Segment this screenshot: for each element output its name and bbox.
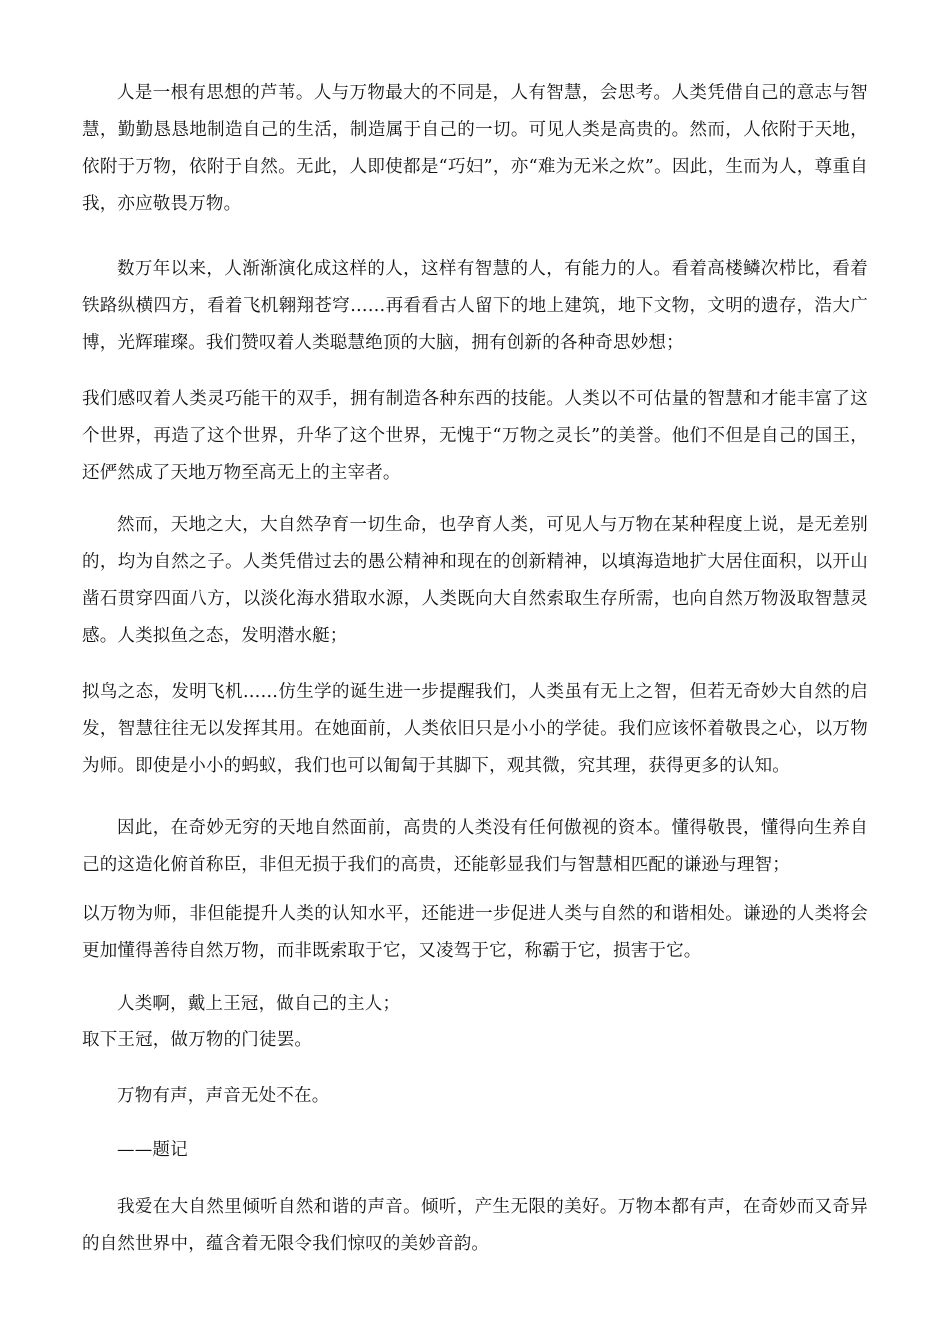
paragraph-4: 然而，天地之大，大自然孕育一切生命，也孕育人类，可见人与万物在某种程度上说，是无差别的，均为自然之子。人类凭借过去的愚公精神和现在的创新精神，以填海造地扩大居住面积，以开山凿石贯穿四面八方，以淡化海水猎取水源，人类既向大自然索取生存所需，也向自然万物汲取智慧灵感。人类拟鱼之态，发明潜水艇； — [82, 515, 868, 646]
paragraph-9: 取下王冠，做万物的门徒罢。 — [82, 1030, 313, 1050]
epigraph-attribution: ——题记 — [117, 1140, 188, 1160]
paragraph-11: 我爱在大自然里倾听自然和谐的声音。倾听，产生无限的美好。万物本都有声，在奇妙而又奇异的自然世界中，蕴含着无限令我们惊叹的美妙音韵。 — [82, 1197, 868, 1254]
paragraph-8: 人类啊，戴上王冠，做自己的主人； — [117, 994, 401, 1014]
paragraph-10: 万物有声，声音无处不在。 — [117, 1086, 330, 1106]
paragraph-7: 以万物为师，非但能提升人类的认知水平，还能进一步促进人类与自然的和谐相处。谦逊的人类将会更加懂得善待自然万物，而非既索取于它，又凌驾于它，称霸于它，损害于它。 — [82, 904, 868, 961]
paragraph-5: 拟鸟之态，发明飞机……仿生学的诞生进一步提醒我们，人类虽有无上之智，但若无奇妙大自然的启发，智慧往往无以发挥其用。在她面前，人类依旧只是小小的学徒。我们应该怀着敬畏之心，以万物为师。即使是小小的蚂蚁，我们也可以匍匐于其脚下，观其微，究其理，获得更多的认知。 — [82, 682, 868, 776]
paragraph-6: 因此，在奇妙无穷的天地自然面前，高贵的人类没有任何傲视的资本。懂得敬畏，懂得向生养自己的这造化俯首称臣，非但无损于我们的高贵，还能彰显我们与智慧相匹配的谦逊与理智； — [82, 818, 868, 875]
paragraph-3: 我们感叹着人类灵巧能干的双手，拥有制造各种东西的技能。人类以不可估量的智慧和才能丰富了这个世界，再造了这个世界，升华了这个世界，无愧于“万物之灵长”的美誉。他们不但是自己的国王，还俨然成了天地万物至高无上的主宰者。 — [82, 389, 868, 483]
paragraph-2: 数万年以来，人渐渐演化成这样的人，这样有智慧的人，有能力的人。看着高楼鳞次栉比，看着铁路纵横四方，看着飞机翱翔苍穹……再看看古人留下的地上建筑，地下文物，文明的遗存，浩大广博，光辉璀璨。我们赞叹着人类聪慧绝顶的大脑，拥有创新的各种奇思妙想； — [82, 259, 868, 353]
paragraph-1: 人是一根有思想的芦苇。人与万物最大的不同是，人有智慧，会思考。人类凭借自己的意志与智慧，勤勤恳恳地制造自己的生活，制造属于自己的一切。可见人类是高贵的。然而，人依附于天地，依附于万物，依附于自然。无此，人即使都是“巧妇”，亦“难为无米之炊”。因此，生而为人，尊重自我，亦应敬畏万物。 — [82, 83, 868, 214]
